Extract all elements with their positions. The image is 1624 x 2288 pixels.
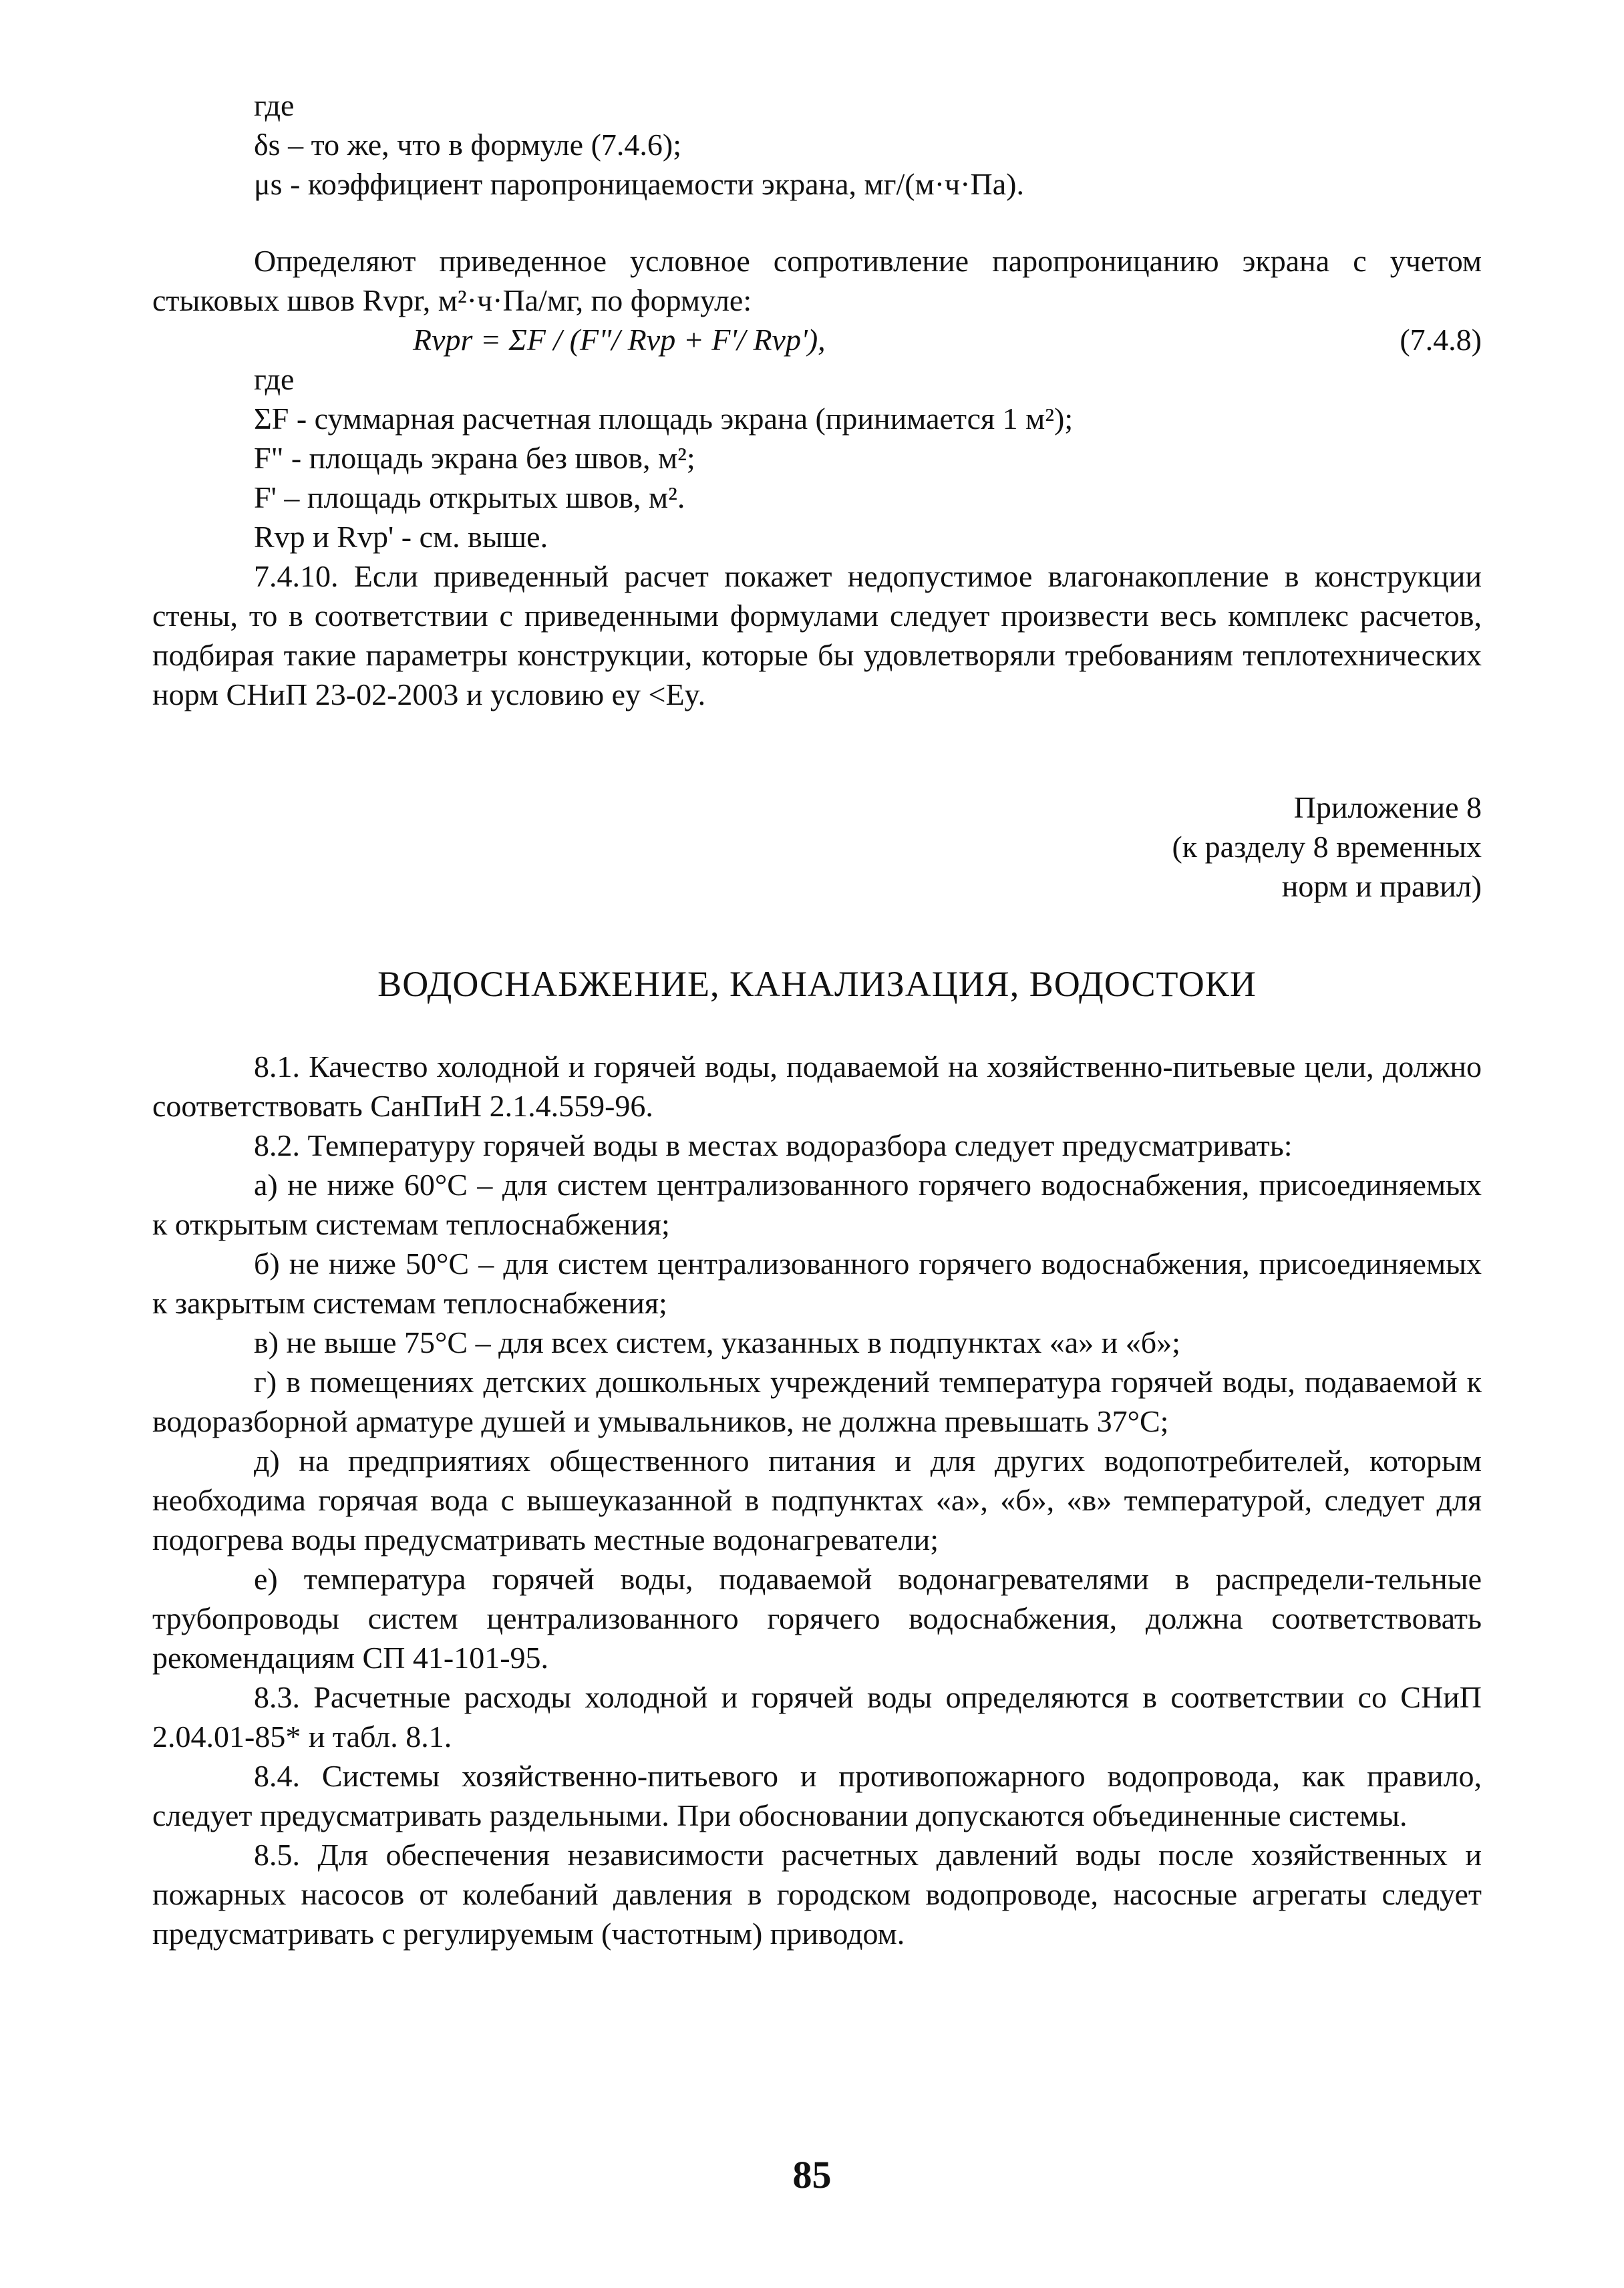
appendix-line-2: (к разделу 8 временных [1172, 830, 1482, 864]
where-label: где [254, 362, 295, 396]
paragraph-8-2: 8.2. Температуру горячей воды в местах водоразбора следует предусматривать: [254, 1128, 1293, 1162]
paragraph-8-2-b: б) не ниже 50°С – для систем централизованного горячего водоснабжения, присоединяемых к закрытым системам теплоснабжения; [152, 1247, 1482, 1320]
definition-f-double-prime: F" - площадь экрана без швов, м²; [254, 441, 695, 475]
paragraph-8-2-e: е) температура горячей воды, подаваемой водонагревателями в распредели-тельные трубопроводы систем централизованного горячего водоснабжения, должна соответствовать рекомендациям СП 41-101-95. [152, 1562, 1482, 1675]
formula-number: (7.4.8) [1400, 323, 1482, 357]
appendix-line-1: Приложение 8 [1293, 790, 1482, 824]
paragraph-8-5: 8.5. Для обеспечения независимости расчетных давлений воды после хозяйственных и пожарных насосов от колебаний давления в городском водопроводе, насосные агрегаты следует предусматривать с регулируемым (частотным) приводом. [152, 1838, 1482, 1951]
where-label-top: где [254, 88, 295, 122]
appendix-line-3: норм и правил) [1281, 869, 1482, 903]
formula-7-4-8 [152, 320, 1482, 359]
paragraph-resistance: Определяют приведенное условное сопротивление паропроницанию экрана с учетом стыковых швов Rvpr, м²·ч·Па/мг, по формуле: [152, 244, 1482, 317]
definition-f-prime: F' – площадь открытых швов, м². [254, 480, 685, 514]
paragraph-8-1: 8.1. Качество холодной и горячей воды, подаваемой на хозяйственно-питьевые цели, должно соответствовать СанПиН 2.1.4.559-96. [152, 1049, 1482, 1123]
appendix-label [152, 788, 1482, 906]
paragraph-7-4-10: 7.4.10. Если приведенный расчет покажет недопустимое влагонакопление в конструкции стены, то в соответствии с приведенными формулами следует произвести весь комплекс расчетов, подбирая такие параметры конструкции, которые бы удовлетворяли требованиям теплотехнических норм СНиП 23-02-2003 и условию ey <Ey. [152, 559, 1482, 711]
paragraph-8-2-d: д) на предприятиях общественного питания и для других водопотребителей, которым необходима горячая вода с вышеуказанной в подпунктах «а», «б», «в» температурой, следует для подогрева воды предусматривать местные водонагреватели; [152, 1444, 1482, 1557]
paragraph-8-2-g: г) в помещениях детских дошкольных учреждений температура горячей воды, подаваемой к водоразборной арматуре душей и умывальников, не должна превышать 37°С; [152, 1365, 1482, 1438]
formula-expression: Rvpr = ΣF / (F"/ Rvp + F'/ Rvp'), [413, 323, 826, 357]
paragraph-8-2-a: а) не ниже 60°С – для систем централизованного горячего водоснабжения, присоединяемых к открытым системам теплоснабжения; [152, 1168, 1482, 1241]
paragraph-8-3: 8.3. Расчетные расходы холодной и горячей воды определяются в соответствии со СНиП 2.04.01-85* и табл. 8.1. [152, 1680, 1482, 1754]
paragraph-8-4: 8.4. Системы хозяйственно-питьевого и противопожарного водопровода, как правило, следует предусматривать раздельными. При обосновании допускаются объединенные системы. [152, 1759, 1482, 1832]
spacer [152, 204, 1482, 241]
paragraph-8-2-v: в) не выше 75°С – для всех систем, указанных в подпунктах «а» и «б»; [254, 1325, 1180, 1359]
definition-sum-f: ΣF - суммарная расчетная площадь экрана (принимается 1 м²); [254, 401, 1074, 436]
page-number: 85 [792, 2153, 832, 2196]
page-body [152, 86, 1482, 1953]
section-heading: ВОДОСНАБЖЕНИЕ, КАНАЛИЗАЦИЯ, ВОДОСТОКИ [377, 964, 1257, 1004]
definition-delta-s: δs – то же, что в формуле (7.4.6); [254, 128, 682, 162]
definition-mu-s: μs - коэффициент паропроницаемости экрана, мг/(м·ч·Па). [254, 167, 1024, 201]
definition-rvp: Rvp и Rvp' - см. выше. [254, 520, 548, 554]
